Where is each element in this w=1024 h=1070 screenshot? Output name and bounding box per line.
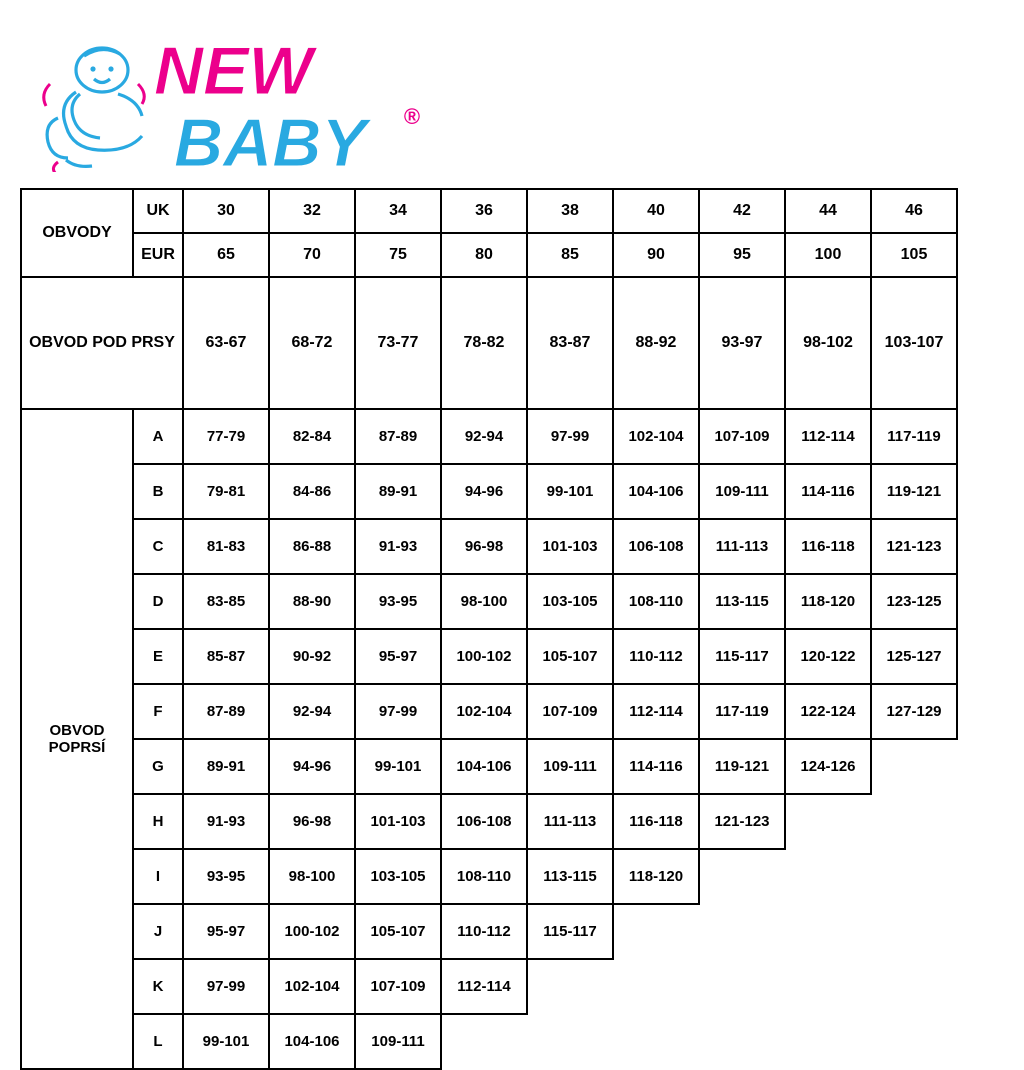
bust-cell: 106-108 <box>613 519 699 574</box>
cup-letter: I <box>133 849 183 904</box>
bust-cell: 105-107 <box>527 629 613 684</box>
empty-cell <box>527 1014 613 1069</box>
bust-cell: 107-109 <box>527 684 613 739</box>
empty-cell <box>785 904 871 959</box>
bust-cell: 107-109 <box>699 409 785 464</box>
empty-cell <box>785 849 871 904</box>
bust-cell: 106-108 <box>441 794 527 849</box>
bust-cell: 102-104 <box>613 409 699 464</box>
bust-cell: 111-113 <box>527 794 613 849</box>
bust-cell: 85-87 <box>183 629 269 684</box>
bust-cell: 93-95 <box>183 849 269 904</box>
table-row-cup-k <box>21 959 957 1014</box>
eur-size-cell: 85 <box>527 233 613 277</box>
uk-size-cell: 38 <box>527 189 613 233</box>
bust-cell: 94-96 <box>269 739 355 794</box>
bust-cell: 77-79 <box>183 409 269 464</box>
bust-cell: 100-102 <box>269 904 355 959</box>
empty-cell <box>785 1014 871 1069</box>
empty-cell <box>699 904 785 959</box>
row-label-circumferences: OBVODY <box>21 189 133 277</box>
uk-size-cell: 46 <box>871 189 957 233</box>
empty-cell <box>871 794 957 849</box>
bust-cell: 116-118 <box>613 794 699 849</box>
table-row-cup-h <box>21 794 957 849</box>
bust-cell: 83-85 <box>183 574 269 629</box>
row-label-under-bust: OBVOD POD PRSY <box>21 277 183 409</box>
bust-cell: 117-119 <box>699 684 785 739</box>
table-row-under-bust <box>21 277 957 409</box>
cup-letter: D <box>133 574 183 629</box>
bust-cell: 118-120 <box>613 849 699 904</box>
empty-cell <box>613 1014 699 1069</box>
bust-cell: 101-103 <box>355 794 441 849</box>
bust-cell: 103-105 <box>355 849 441 904</box>
empty-cell <box>527 959 613 1014</box>
empty-cell <box>441 1014 527 1069</box>
bust-cell: 102-104 <box>441 684 527 739</box>
under-bust-cell: 103-107 <box>871 277 957 409</box>
cup-letter: G <box>133 739 183 794</box>
empty-cell <box>699 849 785 904</box>
empty-cell <box>613 904 699 959</box>
bust-cell: 108-110 <box>613 574 699 629</box>
bust-cell: 113-115 <box>527 849 613 904</box>
under-bust-cell: 98-102 <box>785 277 871 409</box>
bust-cell: 104-106 <box>613 464 699 519</box>
cup-letter: E <box>133 629 183 684</box>
table-row-cup-i <box>21 849 957 904</box>
empty-cell <box>699 1014 785 1069</box>
bust-cell: 121-123 <box>699 794 785 849</box>
table-row-cup-j <box>21 904 957 959</box>
eur-size-cell: 100 <box>785 233 871 277</box>
bust-cell: 109-111 <box>527 739 613 794</box>
bust-cell: 115-117 <box>699 629 785 684</box>
eur-size-cell: 65 <box>183 233 269 277</box>
empty-cell <box>785 794 871 849</box>
bust-cell: 109-111 <box>699 464 785 519</box>
bust-cell: 102-104 <box>269 959 355 1014</box>
cup-letter: F <box>133 684 183 739</box>
empty-cell <box>785 959 871 1014</box>
bust-cell: 91-93 <box>183 794 269 849</box>
table-row-cup-e <box>21 629 957 684</box>
logo-text-baby: BABY <box>174 105 367 172</box>
bust-cell: 95-97 <box>183 904 269 959</box>
empty-cell <box>699 959 785 1014</box>
bust-cell: 89-91 <box>183 739 269 794</box>
table-row-cup-d <box>21 574 957 629</box>
bust-cell: 116-118 <box>785 519 871 574</box>
logo-graphic <box>14 22 434 172</box>
cup-letter: C <box>133 519 183 574</box>
under-bust-cell: 88-92 <box>613 277 699 409</box>
uk-size-cell: 44 <box>785 189 871 233</box>
under-bust-cell: 68-72 <box>269 277 355 409</box>
unit-label-eur: EUR <box>133 233 183 277</box>
bust-cell: 89-91 <box>355 464 441 519</box>
empty-cell <box>871 739 957 794</box>
bust-cell: 125-127 <box>871 629 957 684</box>
bust-cell: 87-89 <box>183 684 269 739</box>
uk-size-cell: 30 <box>183 189 269 233</box>
cup-letter: J <box>133 904 183 959</box>
bust-cell: 122-124 <box>785 684 871 739</box>
new-baby-logo <box>14 22 434 172</box>
bust-cell: 101-103 <box>527 519 613 574</box>
bust-cell: 104-106 <box>441 739 527 794</box>
bust-cell: 112-114 <box>613 684 699 739</box>
bust-cell: 127-129 <box>871 684 957 739</box>
bust-cell: 92-94 <box>269 684 355 739</box>
cup-letter: H <box>133 794 183 849</box>
under-bust-cell: 83-87 <box>527 277 613 409</box>
bust-cell: 108-110 <box>441 849 527 904</box>
bust-cell: 91-93 <box>355 519 441 574</box>
bust-cell: 97-99 <box>355 684 441 739</box>
baby-outline-icon <box>47 48 142 166</box>
empty-cell <box>871 849 957 904</box>
under-bust-cell: 93-97 <box>699 277 785 409</box>
bust-cell: 92-94 <box>441 409 527 464</box>
empty-cell <box>871 1014 957 1069</box>
empty-cell <box>871 959 957 1014</box>
bust-cell: 98-100 <box>441 574 527 629</box>
bust-cell: 87-89 <box>355 409 441 464</box>
eur-size-cell: 75 <box>355 233 441 277</box>
uk-size-cell: 32 <box>269 189 355 233</box>
cup-letter: K <box>133 959 183 1014</box>
bust-cell: 119-121 <box>871 464 957 519</box>
table-row-cup-b <box>21 464 957 519</box>
bust-cell: 88-90 <box>269 574 355 629</box>
bust-cell: 105-107 <box>355 904 441 959</box>
bust-cell: 112-114 <box>785 409 871 464</box>
uk-size-cell: 40 <box>613 189 699 233</box>
table-row-uk <box>21 189 957 233</box>
empty-cell <box>871 904 957 959</box>
bust-cell: 120-122 <box>785 629 871 684</box>
bust-cell: 113-115 <box>699 574 785 629</box>
bust-cell: 82-84 <box>269 409 355 464</box>
bust-cell: 111-113 <box>699 519 785 574</box>
unit-label-uk: UK <box>133 189 183 233</box>
bust-cell: 123-125 <box>871 574 957 629</box>
eur-size-cell: 90 <box>613 233 699 277</box>
cup-letter: B <box>133 464 183 519</box>
bust-cell: 96-98 <box>269 794 355 849</box>
registered-trademark-icon: ® <box>403 104 421 129</box>
bust-cell: 119-121 <box>699 739 785 794</box>
bust-cell: 96-98 <box>441 519 527 574</box>
table-row-cup-c <box>21 519 957 574</box>
eur-size-cell: 80 <box>441 233 527 277</box>
bust-cell: 84-86 <box>269 464 355 519</box>
bust-cell: 99-101 <box>183 1014 269 1069</box>
bust-cell: 86-88 <box>269 519 355 574</box>
bust-cell: 114-116 <box>785 464 871 519</box>
eur-size-cell: 95 <box>699 233 785 277</box>
bust-cell: 110-112 <box>613 629 699 684</box>
bust-cell: 103-105 <box>527 574 613 629</box>
table-row-cup-l <box>21 1014 957 1069</box>
under-bust-cell: 63-67 <box>183 277 269 409</box>
size-chart-table <box>20 188 958 1070</box>
bust-cell: 99-101 <box>527 464 613 519</box>
logo-text-new: NEW <box>154 33 313 109</box>
eur-size-cell: 70 <box>269 233 355 277</box>
cup-letter: A <box>133 409 183 464</box>
bust-cell: 110-112 <box>441 904 527 959</box>
bust-cell: 109-111 <box>355 1014 441 1069</box>
under-bust-cell: 73-77 <box>355 277 441 409</box>
uk-size-cell: 42 <box>699 189 785 233</box>
uk-size-cell: 34 <box>355 189 441 233</box>
bust-cell: 97-99 <box>183 959 269 1014</box>
empty-cell <box>613 959 699 1014</box>
bust-cell: 99-101 <box>355 739 441 794</box>
bust-cell: 114-116 <box>613 739 699 794</box>
eur-size-cell: 105 <box>871 233 957 277</box>
cup-letter: L <box>133 1014 183 1069</box>
table-row-cup-g <box>21 739 957 794</box>
bust-cell: 95-97 <box>355 629 441 684</box>
table-row-eur <box>21 233 957 277</box>
uk-size-cell: 36 <box>441 189 527 233</box>
bust-cell: 104-106 <box>269 1014 355 1069</box>
bust-cell: 112-114 <box>441 959 527 1014</box>
bust-cell: 79-81 <box>183 464 269 519</box>
under-bust-cell: 78-82 <box>441 277 527 409</box>
row-label-bust: OBVOD POPRSÍ <box>21 409 133 1069</box>
bust-cell: 118-120 <box>785 574 871 629</box>
bust-cell: 115-117 <box>527 904 613 959</box>
bust-cell: 94-96 <box>441 464 527 519</box>
table-row-cup-f <box>21 684 957 739</box>
bust-cell: 97-99 <box>527 409 613 464</box>
bust-cell: 93-95 <box>355 574 441 629</box>
bust-cell: 81-83 <box>183 519 269 574</box>
bust-cell: 121-123 <box>871 519 957 574</box>
bust-cell: 107-109 <box>355 959 441 1014</box>
bust-cell: 98-100 <box>269 849 355 904</box>
table-row-cup-a <box>21 409 957 464</box>
bust-cell: 124-126 <box>785 739 871 794</box>
bust-cell: 117-119 <box>871 409 957 464</box>
bust-cell: 100-102 <box>441 629 527 684</box>
bust-cell: 90-92 <box>269 629 355 684</box>
